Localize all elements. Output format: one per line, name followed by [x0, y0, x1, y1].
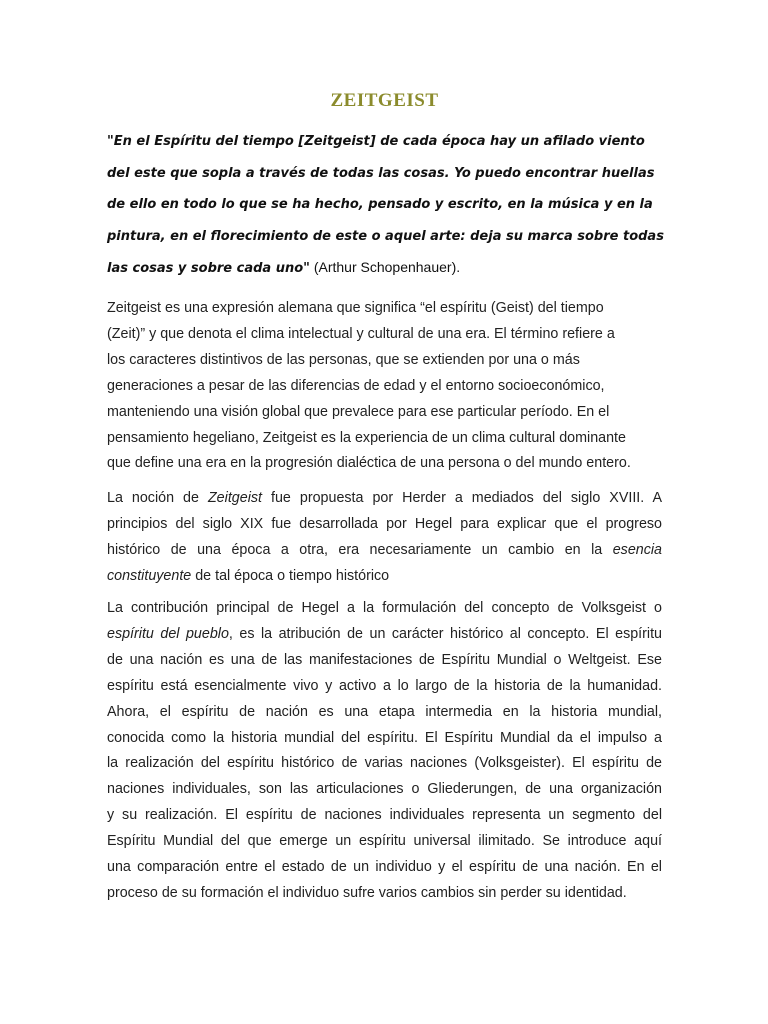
paragraph-line: (Zeit)” y que denota el clima intelectual y cultural de una era. El término refiere a	[107, 325, 615, 342]
text-run: fue propuesta por Herder a mediados del siglo XVIII. A	[262, 490, 662, 506]
paragraph-line: Espíritu Mundial del que emerge un espíritu universal ilimitado. Se introduce aquí	[107, 833, 662, 850]
emphasis-term: espíritu del pueblo	[107, 625, 229, 642]
paragraph-line: los caracteres distintivos de las personas, que se extienden por una o más	[107, 351, 580, 368]
paragraph-line: que define una era en la progresión dialéctica de una persona o del mundo entero.	[107, 455, 631, 472]
text-run: , es la atribución de un carácter histórico al concepto. El espíritu	[228, 625, 663, 642]
text-run: de tal época o tiempo histórico	[191, 567, 390, 584]
epigraph-quote	[107, 126, 667, 285]
document-title: ZEITGEIST	[330, 90, 439, 111]
text-run: histórico de una época a otra, era necesariamente un cambio en la	[107, 541, 613, 558]
paragraph-line: principios del siglo XIX fue desarrollada por Hegel para explicar que el progreso	[107, 515, 662, 532]
paragraph-line: proceso de su formación el individuo sufre varios cambios sin perder su identidad.	[107, 884, 627, 901]
paragraph-line	[107, 486, 662, 512]
paragraph-line: y su realización. El espíritu de naciones individuales representa un segmento del	[107, 807, 662, 824]
emphasis-term: Zeitgeist	[207, 490, 262, 506]
paragraph-line: espíritu está esencialmente vivo y activo a lo largo de la historia de la humanidad.	[107, 677, 662, 694]
emphasis-term: constituyente	[107, 567, 192, 584]
paragraph-line: conocida como la historia mundial del espíritu. El Espíritu Mundial da el impulso a	[107, 729, 662, 746]
quote-text: "En el Espíritu del tiempo [Zeitgeist] de cada época hay un afilado viento del este que sopla a través de todas las cosas. Yo puedo encontrar huellas de ello en todo lo que se ha hecho, pensado y escrito, en la música y en la pintura, en el florecimiento de este o aquel arte: deja su marca sobre todas las cosas y sobre cada uno"	[107, 134, 664, 276]
paragraph-herder-hegel	[107, 486, 662, 590]
paragraph-line: pensamiento hegeliano, Zeitgeist es la experiencia de un clima cultural dominante	[107, 429, 626, 446]
paragraph-line: generaciones a pesar de las diferencias de edad y el entorno socioeconómico,	[107, 377, 605, 394]
emphasis-term: esencia	[612, 541, 662, 558]
paragraph-line: Zeitgeist es una expresión alemana que significa “el espíritu (Geist) del tiempo	[107, 300, 604, 316]
paragraph-line: de una nación es una de las manifestaciones de Espíritu Mundial o Weltgeist. Ese	[107, 651, 662, 668]
quote-author: (Arthur Schopenhauer).	[309, 259, 461, 275]
paragraph-line: una comparación entre el estado de un individuo y el espíritu de una nación. En el	[107, 859, 662, 876]
paragraph-line	[107, 538, 662, 564]
paragraph-line: Ahora, el espíritu de nación es una etapa intermedia en la historia mundial,	[107, 703, 662, 720]
paragraph-line: la realización del espíritu histórico de varias naciones (Volksgeister). El espíritu de	[107, 755, 662, 772]
paragraph-line	[107, 622, 662, 648]
paragraph-line: naciones individuales, son las articulaciones o Gliederungen, de una organización	[107, 781, 662, 798]
paragraph-line	[107, 564, 662, 590]
text-run: La noción de	[107, 490, 208, 506]
paragraph-line: manteniendo una visión global que prevalece para ese particular período. En el	[107, 403, 610, 420]
paragraph-line: La contribución principal de Hegel a la formulación del concepto de Volksgeist o	[107, 600, 662, 616]
paragraph-definition	[107, 296, 662, 477]
paragraph-volksgeist	[107, 596, 662, 907]
